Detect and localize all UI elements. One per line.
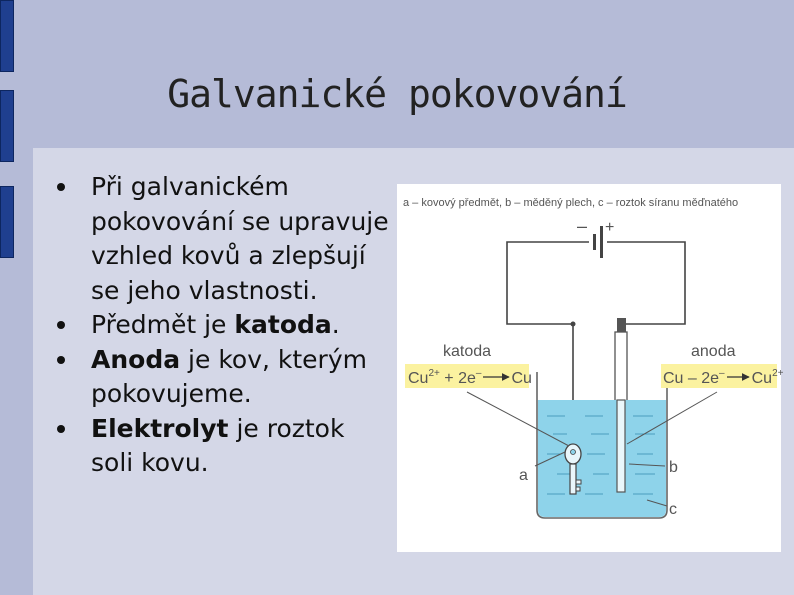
katoda-label: katoda bbox=[443, 343, 492, 360]
bullet-item bbox=[33, 308, 393, 343]
figure-caption: a – kovový předmět, b – měděný plech, c – roztok síranu měďnatého bbox=[403, 197, 739, 209]
bullet-dot bbox=[57, 425, 65, 433]
cathode-terminal bbox=[571, 322, 576, 327]
slide-title: Galvanické pokovování bbox=[167, 72, 627, 116]
anoda-label: anoda bbox=[691, 343, 736, 360]
label-b: b bbox=[669, 459, 678, 476]
bullet-item bbox=[33, 170, 393, 308]
diagram-svg bbox=[397, 184, 784, 552]
anode-reaction: Cu – 2e– $Cu^{2+}$ bbox=[663, 368, 784, 387]
bullet-text: Předmět je bbox=[91, 310, 235, 339]
copper-plate-submerged bbox=[617, 400, 625, 492]
label-c: c bbox=[669, 501, 677, 518]
bullet-dot bbox=[57, 356, 65, 364]
minus-sign: – bbox=[577, 216, 588, 236]
edge-bar-3 bbox=[0, 186, 14, 258]
bullet-text: Při galvanickém pokovování se upravuje vzhled kovů a zlepšují se jeho vlastnosti. bbox=[91, 172, 389, 305]
bullet-bold: katoda bbox=[234, 310, 332, 339]
electroplating-diagram bbox=[397, 184, 784, 552]
label-a: a bbox=[519, 467, 528, 484]
bullet-item bbox=[33, 343, 393, 412]
content-panel bbox=[33, 148, 794, 595]
bullet-text-end: . bbox=[331, 310, 340, 339]
electrolyte-solution bbox=[538, 400, 666, 517]
bullet-item bbox=[33, 412, 393, 481]
circuit-wire-left bbox=[507, 242, 589, 324]
bullet-dot bbox=[57, 321, 65, 329]
anode-clamp bbox=[617, 318, 626, 332]
bullet-bold: Elektrolyt bbox=[91, 413, 229, 443]
bullet-text-end: je kov, kterým pokovujeme. bbox=[91, 344, 367, 408]
edge-bar-1 bbox=[0, 0, 14, 72]
battery-negative-plate bbox=[593, 234, 596, 250]
circuit-wire-right bbox=[607, 242, 685, 324]
battery-positive-plate bbox=[600, 226, 603, 258]
bullet-bold: Anoda bbox=[91, 344, 181, 374]
bullet-text-end: je roztok soli kovu. bbox=[91, 413, 345, 477]
cathode-reaction: $Cu^{2+} + 2e^-$ Cu bbox=[408, 368, 532, 387]
plus-sign: + bbox=[605, 219, 615, 236]
bullet-list bbox=[33, 170, 393, 481]
bullet-dot bbox=[57, 183, 65, 191]
